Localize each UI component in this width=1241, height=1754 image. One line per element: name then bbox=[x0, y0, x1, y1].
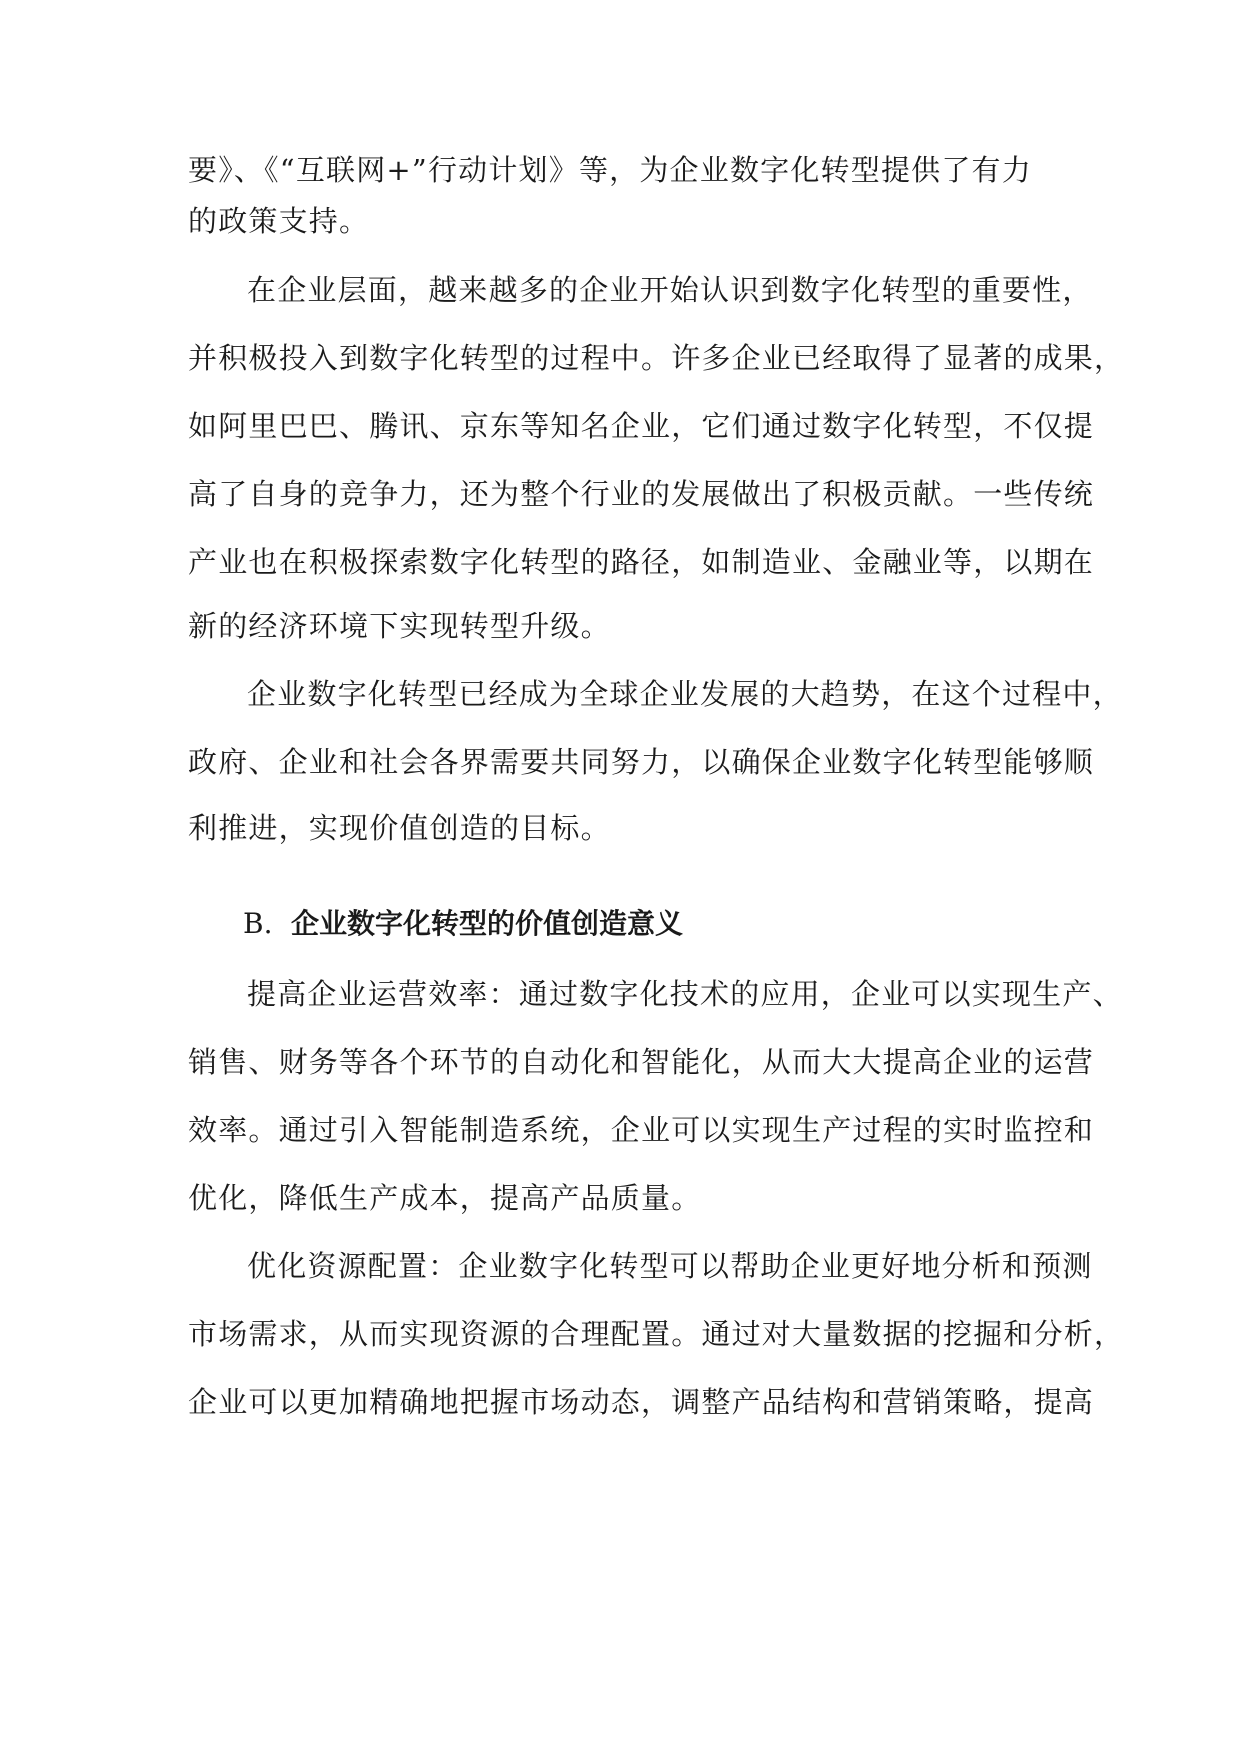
paragraph-line: 高了自身的竞争力，还为整个行业的发展做出了积极贡献。一些传统 bbox=[188, 477, 1095, 511]
section-title: 企业数字化转型的价值创造意义 bbox=[291, 907, 684, 940]
paragraph-line: 政府、企业和社会各界需要共同努力，以确保企业数字化转型能够顺 bbox=[188, 745, 1095, 779]
paragraph-line: 产业也在积极探索数字化转型的路径，如制造业、金融业等，以期在 bbox=[188, 545, 1095, 579]
paragraph-line: 如阿里巴巴、腾讯、京东等知名企业，它们通过数字化转型，不仅提 bbox=[188, 409, 1095, 443]
paragraph-line: 市场需求，从而实现资源的合理配置。通过对大量数据的挖掘和分析， bbox=[188, 1317, 1125, 1351]
paragraph-line: 企业数字化转型已经成为全球企业发展的大趋势，在这个过程中， bbox=[247, 677, 1123, 711]
paragraph-line: 并积极投入到数字化转型的过程中。许多企业已经取得了显著的成果， bbox=[188, 341, 1125, 375]
paragraph-line: 利推进，实现价值创造的目标。 bbox=[188, 811, 611, 845]
paragraph-line: 在企业层面，越来越多的企业开始认识到数字化转型的重要性， bbox=[247, 273, 1093, 307]
paragraph-line: 要》、《“互联网+”行动计划》等，为企业数字化转型提供了有力 bbox=[188, 153, 1032, 187]
paragraph-line: 的政策支持。 bbox=[188, 204, 370, 238]
paragraph-line: 新的经济环境下实现转型升级。 bbox=[188, 609, 611, 643]
paragraph-line: 提高企业运营效率：通过数字化技术的应用，企业可以实现生产、 bbox=[247, 977, 1123, 1011]
paragraph-line: 企业可以更加精确地把握市场动态，调整产品结构和营销策略，提高 bbox=[188, 1385, 1095, 1419]
paragraph-line: 优化，降低生产成本，提高产品质量。 bbox=[188, 1181, 702, 1215]
paragraph-line: 优化资源配置：企业数字化转型可以帮助企业更好地分析和预测 bbox=[247, 1249, 1093, 1283]
paragraph-line: 销售、财务等各个环节的自动化和智能化，从而大大提高企业的运营 bbox=[188, 1045, 1095, 1079]
section-label: B. bbox=[243, 907, 273, 940]
section-heading bbox=[243, 906, 683, 942]
paragraph-line: 效率。通过引入智能制造系统，企业可以实现生产过程的实时监控和 bbox=[188, 1113, 1095, 1147]
